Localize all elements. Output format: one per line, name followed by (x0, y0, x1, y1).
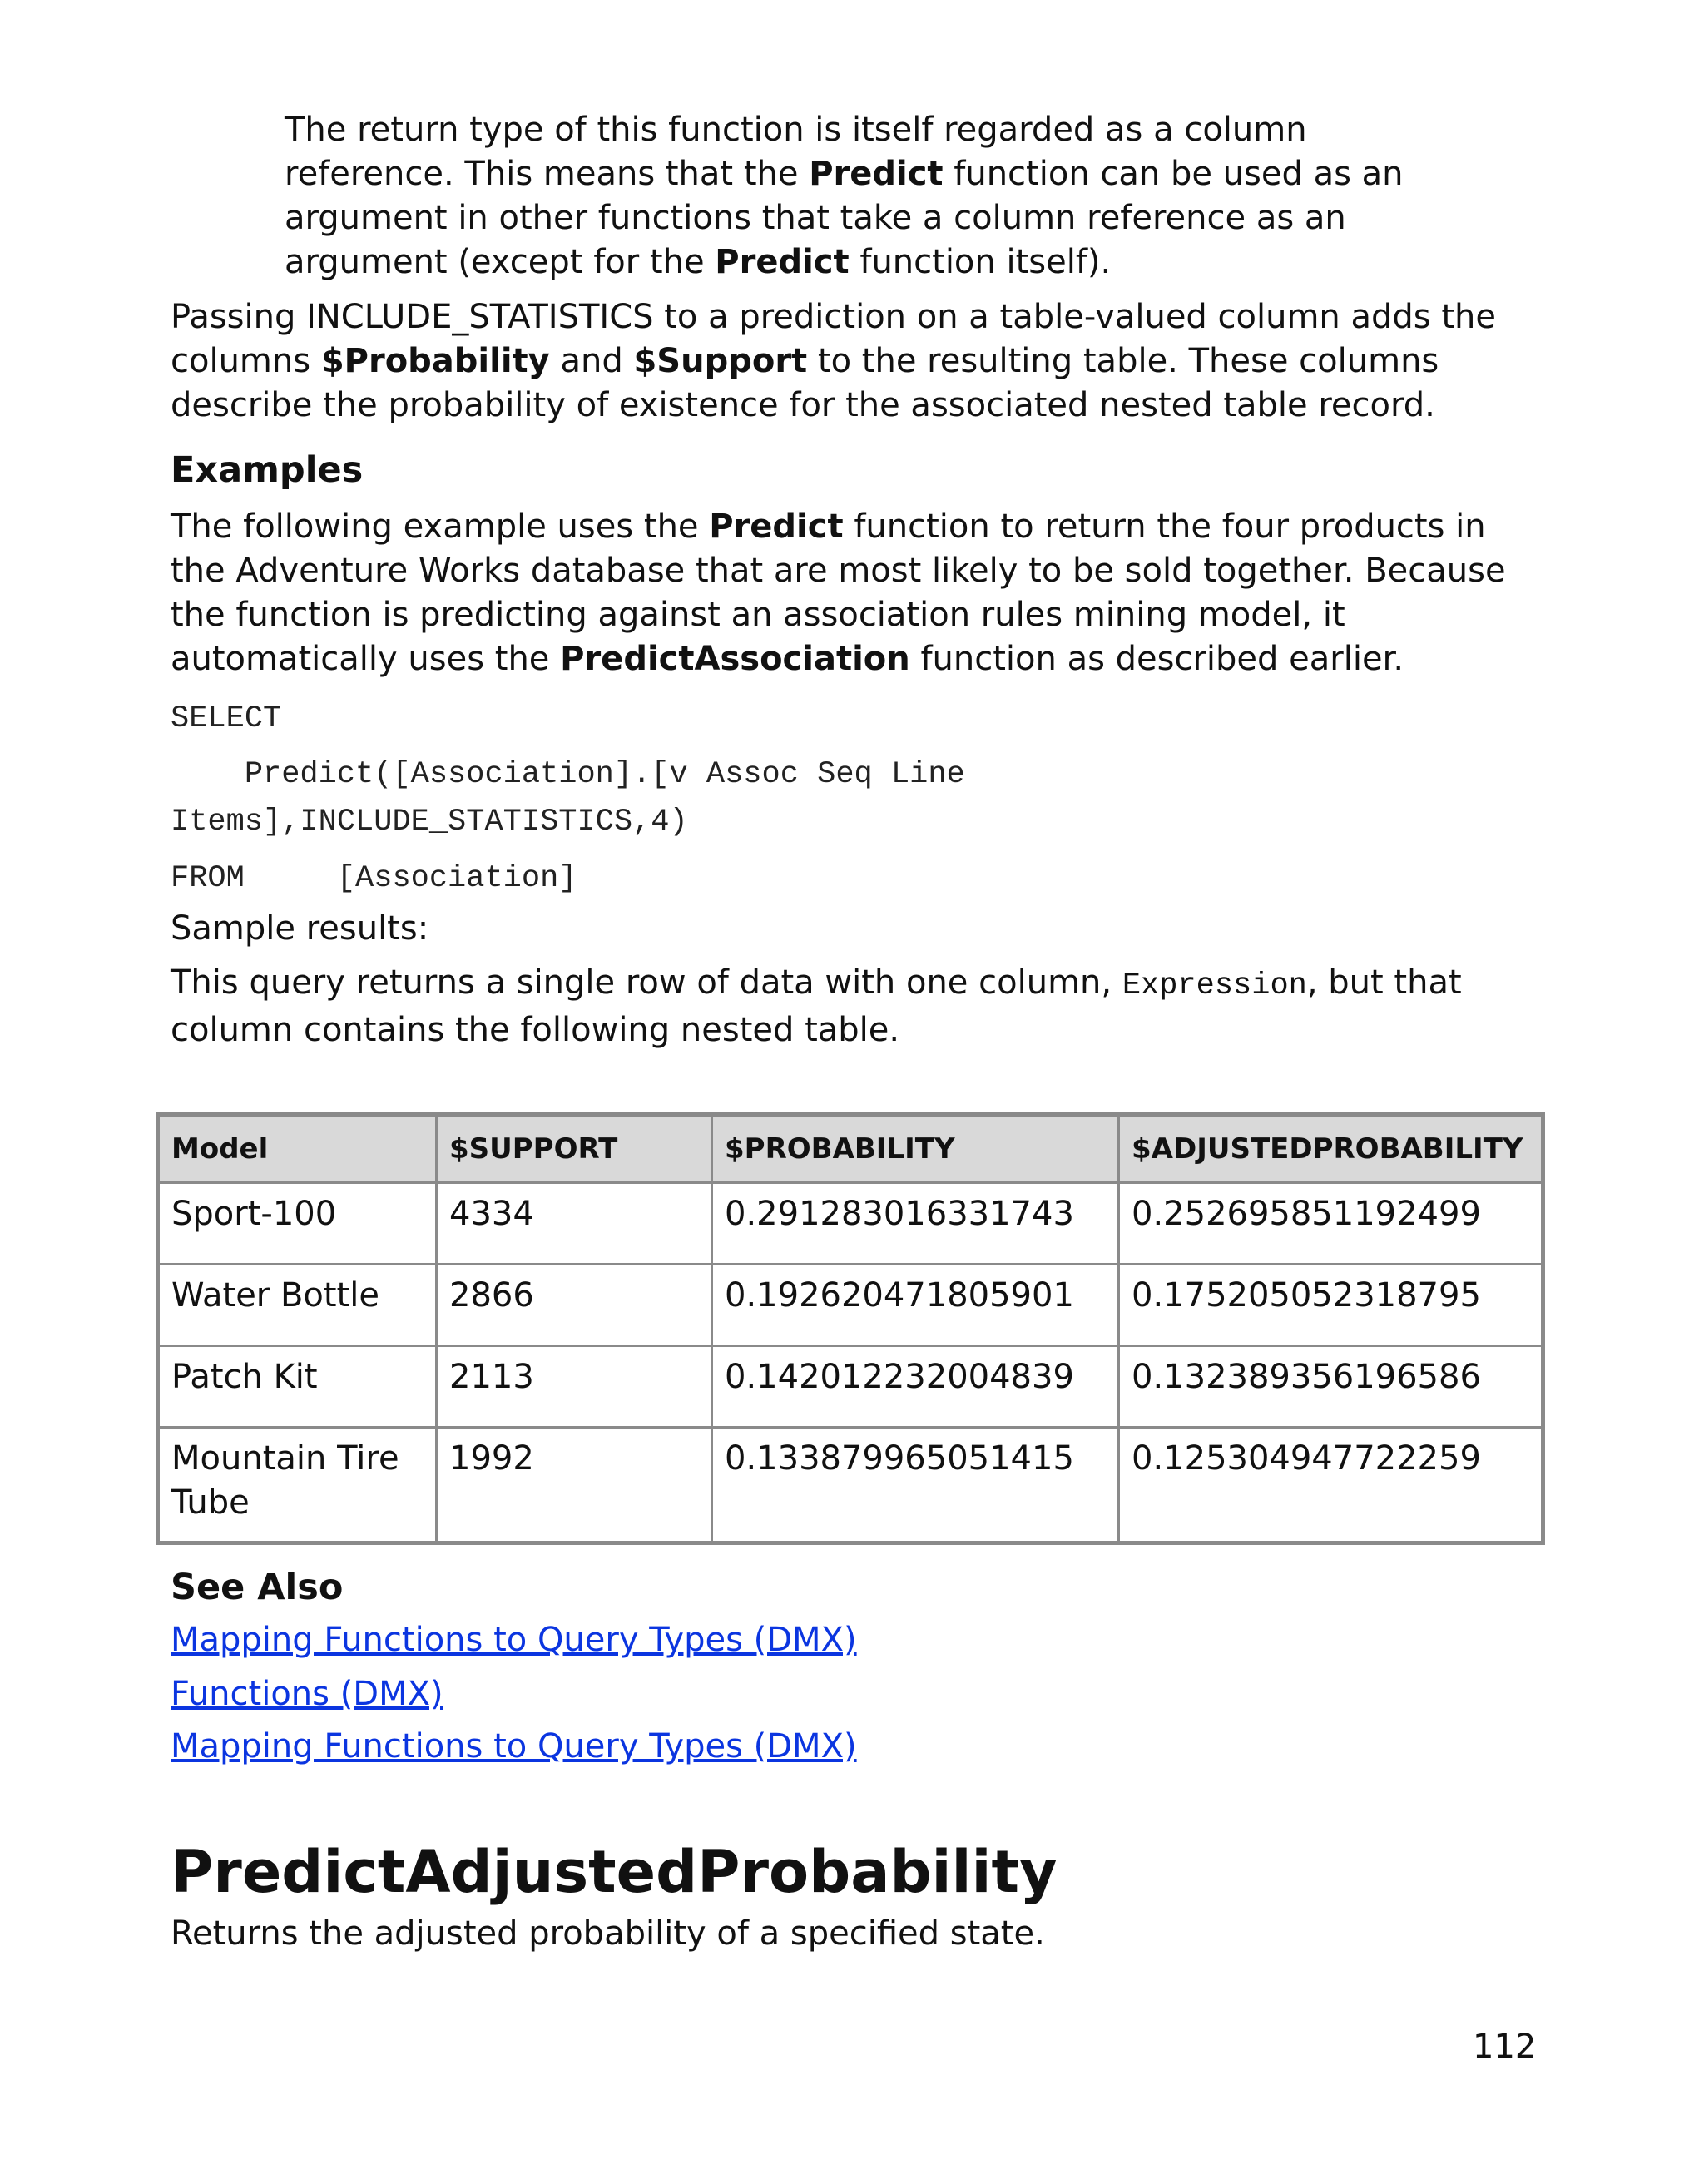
table-row (158, 1265, 1543, 1346)
table-cell: 0.132389356196586 (1119, 1346, 1543, 1428)
table-header-row (158, 1115, 1543, 1183)
bold-term: $Support (633, 342, 808, 380)
bold-term: PredictAssociation (560, 640, 910, 678)
text-run: The return type of this function is itself regarded as a column reference. This means that the (285, 111, 1307, 193)
bold-term: $Probability (320, 342, 550, 380)
bold-term: Predict (715, 243, 850, 281)
bold-term: Predict (709, 508, 844, 546)
see-also-heading: See Also (171, 1567, 344, 1608)
table-cell: Water Bottle (158, 1265, 437, 1346)
table-cell: 2113 (437, 1346, 712, 1428)
return-type-paragraph (285, 108, 1483, 285)
text-run: This query returns a single row of data with one column, (171, 963, 1112, 1002)
table-row (158, 1183, 1543, 1265)
code-line: FROM [Association] (171, 861, 577, 896)
text-run: Passing INCLUDE_STATISTICS to a prediction on a table-valued column adds the columns (171, 298, 1496, 380)
table-cell: Patch Kit (158, 1346, 437, 1428)
section-title: PredictAdjustedProbability (171, 1838, 1058, 1906)
table-cell: 2866 (437, 1265, 712, 1346)
examples-paragraph (171, 505, 1535, 681)
bold-term: Predict (809, 155, 944, 193)
text-run: and (560, 342, 623, 380)
table-cell: 0.192620471805901 (712, 1265, 1119, 1346)
code-line: Items],INCLUDE_STATISTICS,4) (171, 805, 688, 839)
table-cell: 0.142012232004839 (712, 1346, 1119, 1428)
column-header: Model (158, 1115, 437, 1183)
table-row (158, 1428, 1543, 1543)
table-cell: 4334 (437, 1183, 712, 1265)
see-also-link[interactable]: Mapping Functions to Query Types (DMX) (171, 1621, 857, 1659)
nested-results-table (156, 1112, 1545, 1545)
code-line: SELECT (171, 701, 282, 736)
page-number: 112 (1473, 2028, 1537, 2066)
section-description: Returns the adjusted probability of a specified state. (171, 1914, 1045, 1953)
examples-heading: Examples (171, 449, 364, 491)
text-run: function to return the four products in the Adventure Works database that are most likely to be sold together. Because the function is predicting against an association rules mining model, it automatically uses the (171, 508, 1506, 678)
table-cell: 0.125304947722259 (1119, 1428, 1543, 1543)
inline-code: Expression (1122, 968, 1307, 1003)
text-run: function itself). (859, 243, 1112, 281)
sample-results-label: Sample results: (171, 909, 429, 948)
text-run: The following example uses the (171, 508, 699, 546)
table-cell: 0.175205052318795 (1119, 1265, 1543, 1346)
text-run: to the resulting table. These columns describe the probability of existence for the associated nested table record. (171, 342, 1439, 424)
column-header: $PROBABILITY (712, 1115, 1119, 1183)
table-cell: Mountain Tire Tube (158, 1428, 437, 1543)
table-cell: 0.133879965051415 (712, 1428, 1119, 1543)
text-run: , but that column contains the following nested table. (171, 963, 1462, 1049)
text-run: function as described earlier. (920, 640, 1404, 678)
column-header: $SUPPORT (437, 1115, 712, 1183)
table-cell: 1992 (437, 1428, 712, 1543)
code-line: Predict([Association].[v Assoc Seq Line (171, 757, 965, 792)
see-also-link[interactable]: Functions (DMX) (171, 1675, 443, 1713)
include-statistics-paragraph (171, 295, 1535, 428)
table-cell: Sport-100 (158, 1183, 437, 1265)
text-run: function can be used as an argument in other functions that take a column reference as an argument (except for the (285, 155, 1404, 281)
result-description-paragraph (171, 961, 1535, 1052)
table-cell: 0.291283016331743 (712, 1183, 1119, 1265)
table-cell: 0.252695851192499 (1119, 1183, 1543, 1265)
column-header: $ADJUSTEDPROBABILITY (1119, 1115, 1543, 1183)
see-also-link[interactable]: Mapping Functions to Query Types (DMX) (171, 1727, 857, 1766)
table-row (158, 1346, 1543, 1428)
